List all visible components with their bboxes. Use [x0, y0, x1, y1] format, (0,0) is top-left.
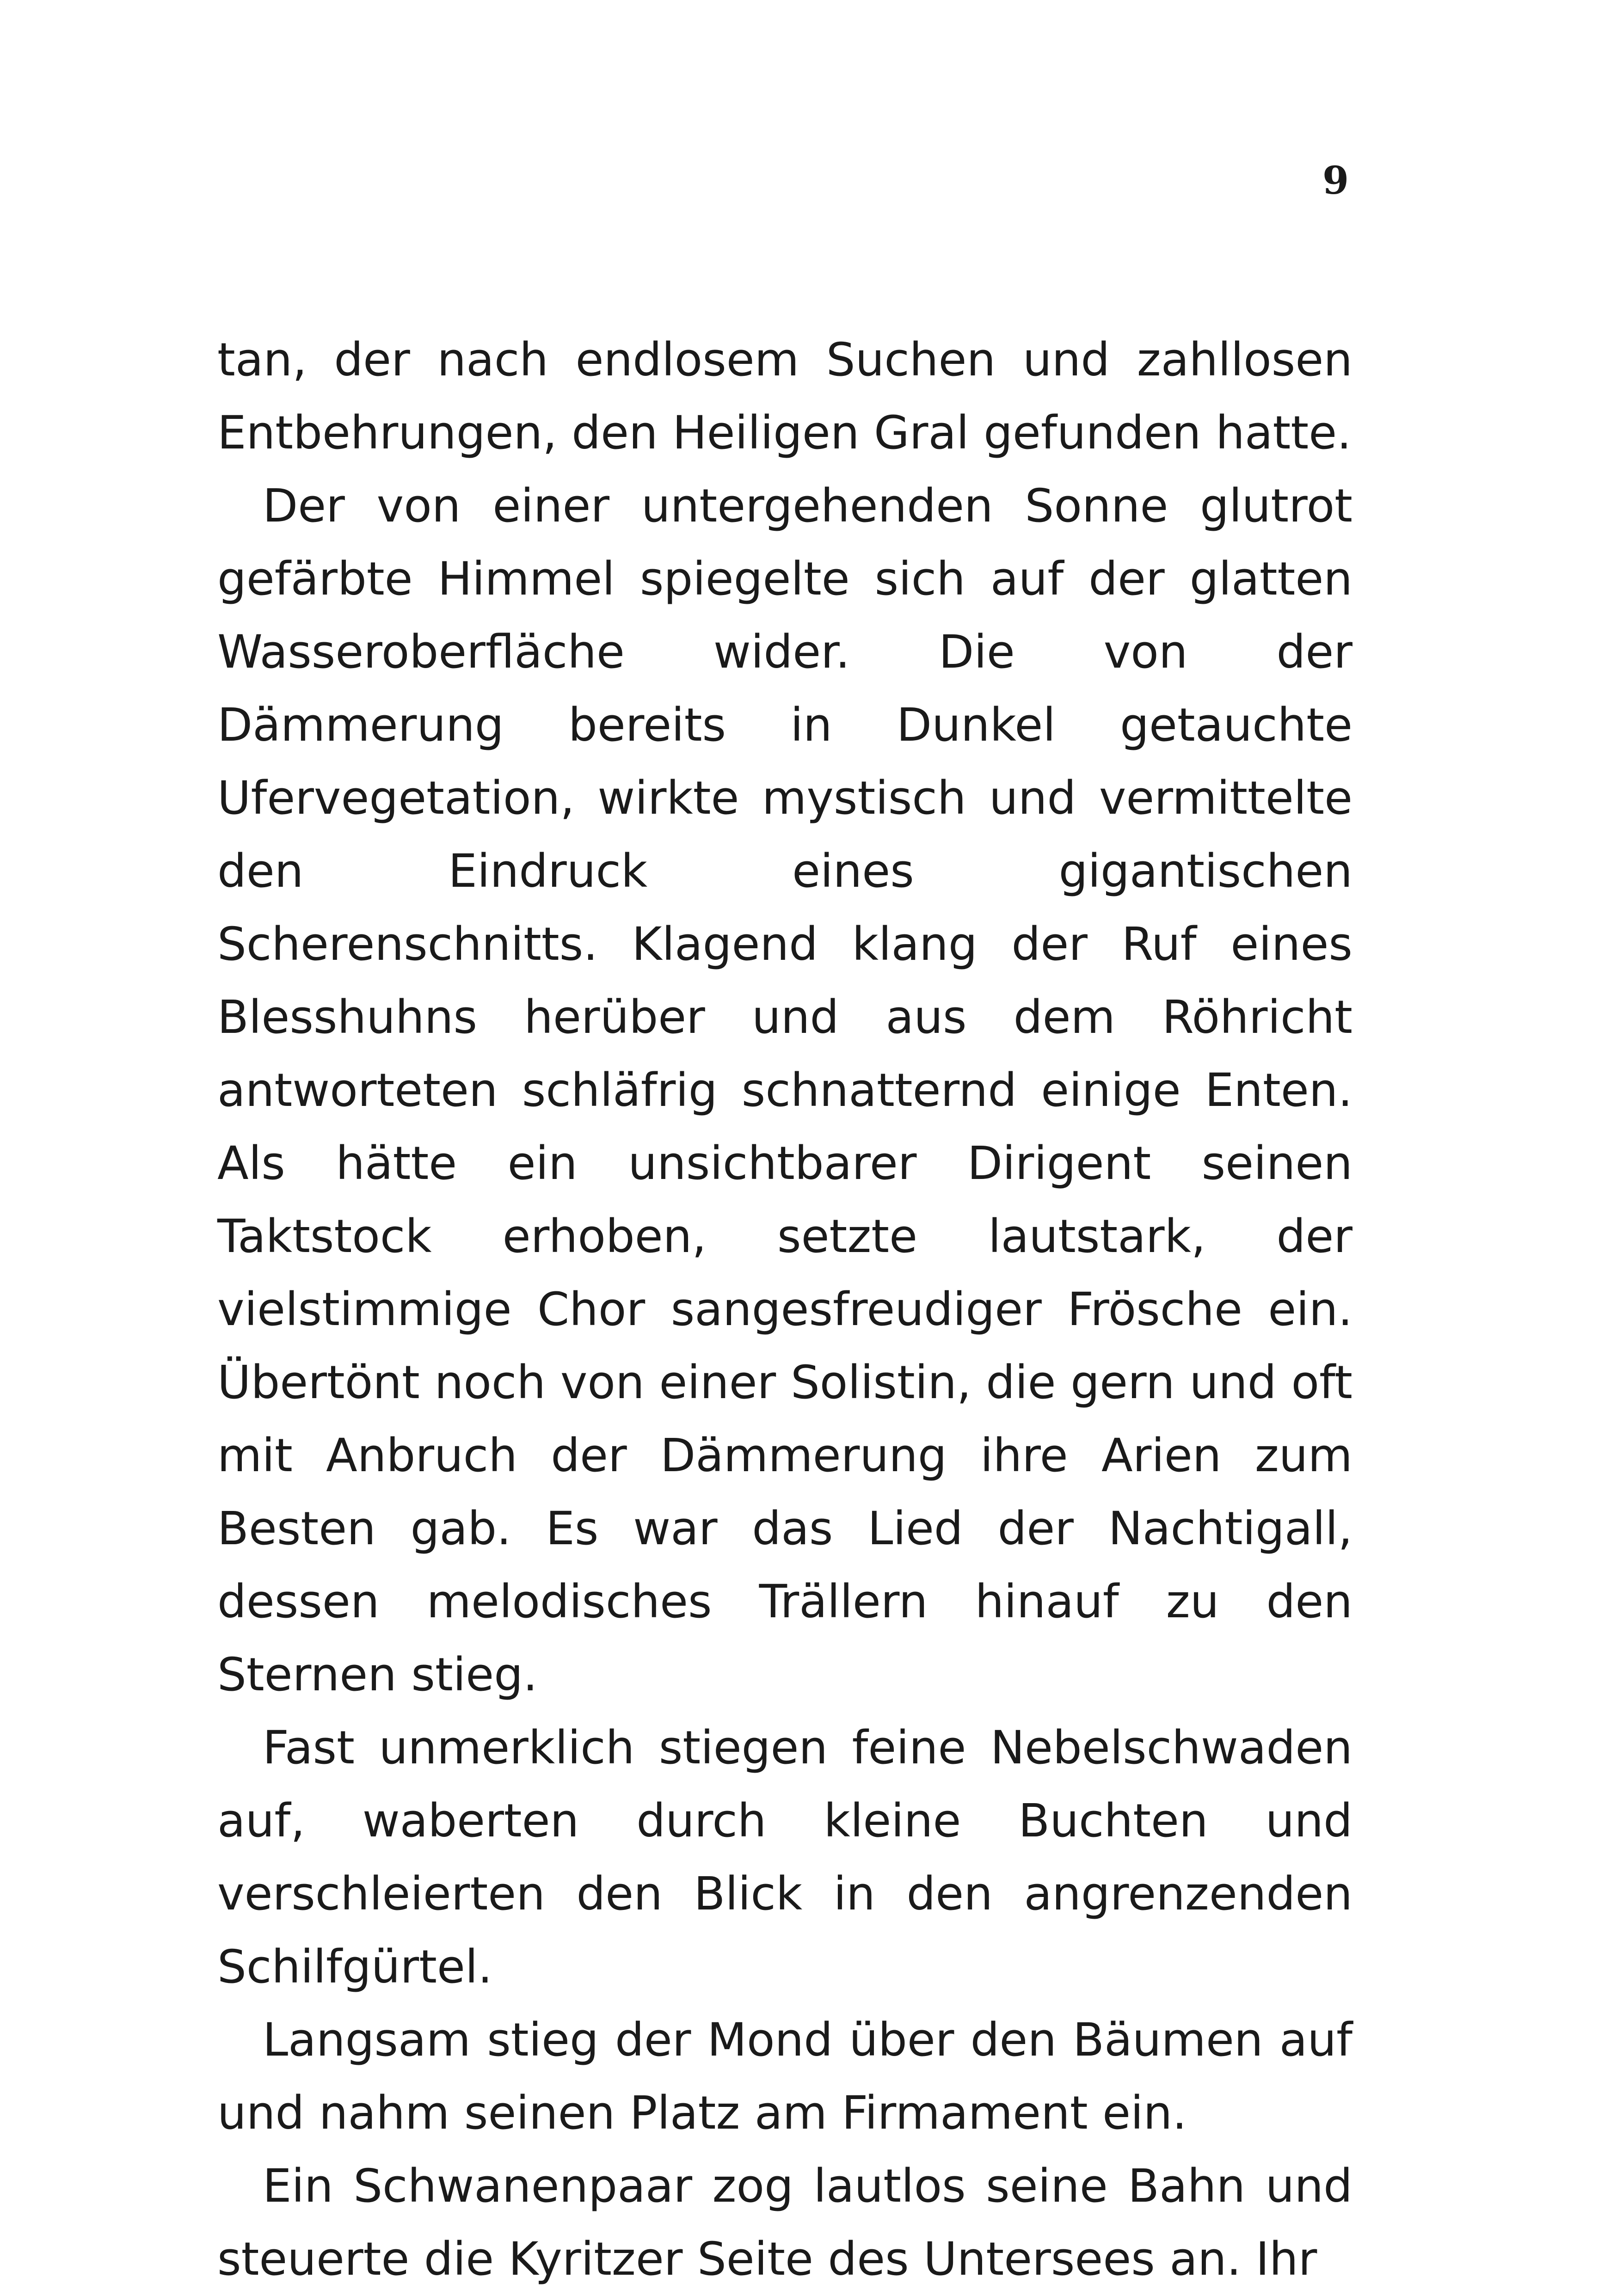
paragraph-3: Fast unmerklich stiegen feine Nebelschwaden auf, waberten durch kleine Buchten und verschleierten den Blick in den angrenzenden Schilfgürtel. [217, 1721, 1353, 1994]
page-number: 9 [1322, 159, 1349, 203]
paragraph-2: Der von einer untergehenden Sonne glutrot gefärbte Himmel spiegelte sich auf der glatten Wasseroberfläche wider. Die von der Dämmerung bereits in Dunkel getauchte Ufervegetation, wirkte mystisch und vermittelte den Eindruck eines gigantischen Scherenschnitts. Klagend klang der Ruf eines Blesshuhns herüber und aus dem Röhricht antworteten schläfrig schnatternd einige Enten. Als hätte ein unsichtbarer Dirigent seinen Taktstock erhoben, setzte lautstark, der vielstimmige Chor sangesfreudiger Frösche ein. Übertönt noch von einer Solistin, die gern und oft mit Anbruch der Dämmerung ihre Arien zum Besten gab. Es war das Lied der Nachtigall, dessen melodisches Trällern hinauf zu den Sternen stieg. [217, 479, 1353, 1701]
body-text [217, 324, 1353, 2296]
paragraph-4: Langsam stieg der Mond über den Bäumen auf und nahm seinen Platz am Firmament ein. [217, 2014, 1353, 2140]
paragraph-5: Ein Schwanenpaar zog lautlos seine Bahn und steuerte die Kyritzer Seite des Untersees an. Ihr [217, 2160, 1353, 2286]
paragraph-1: tan, der nach endlosem Suchen und zahllosen Entbehrungen, den Heiligen Gral gefunden hatte. [217, 333, 1353, 460]
